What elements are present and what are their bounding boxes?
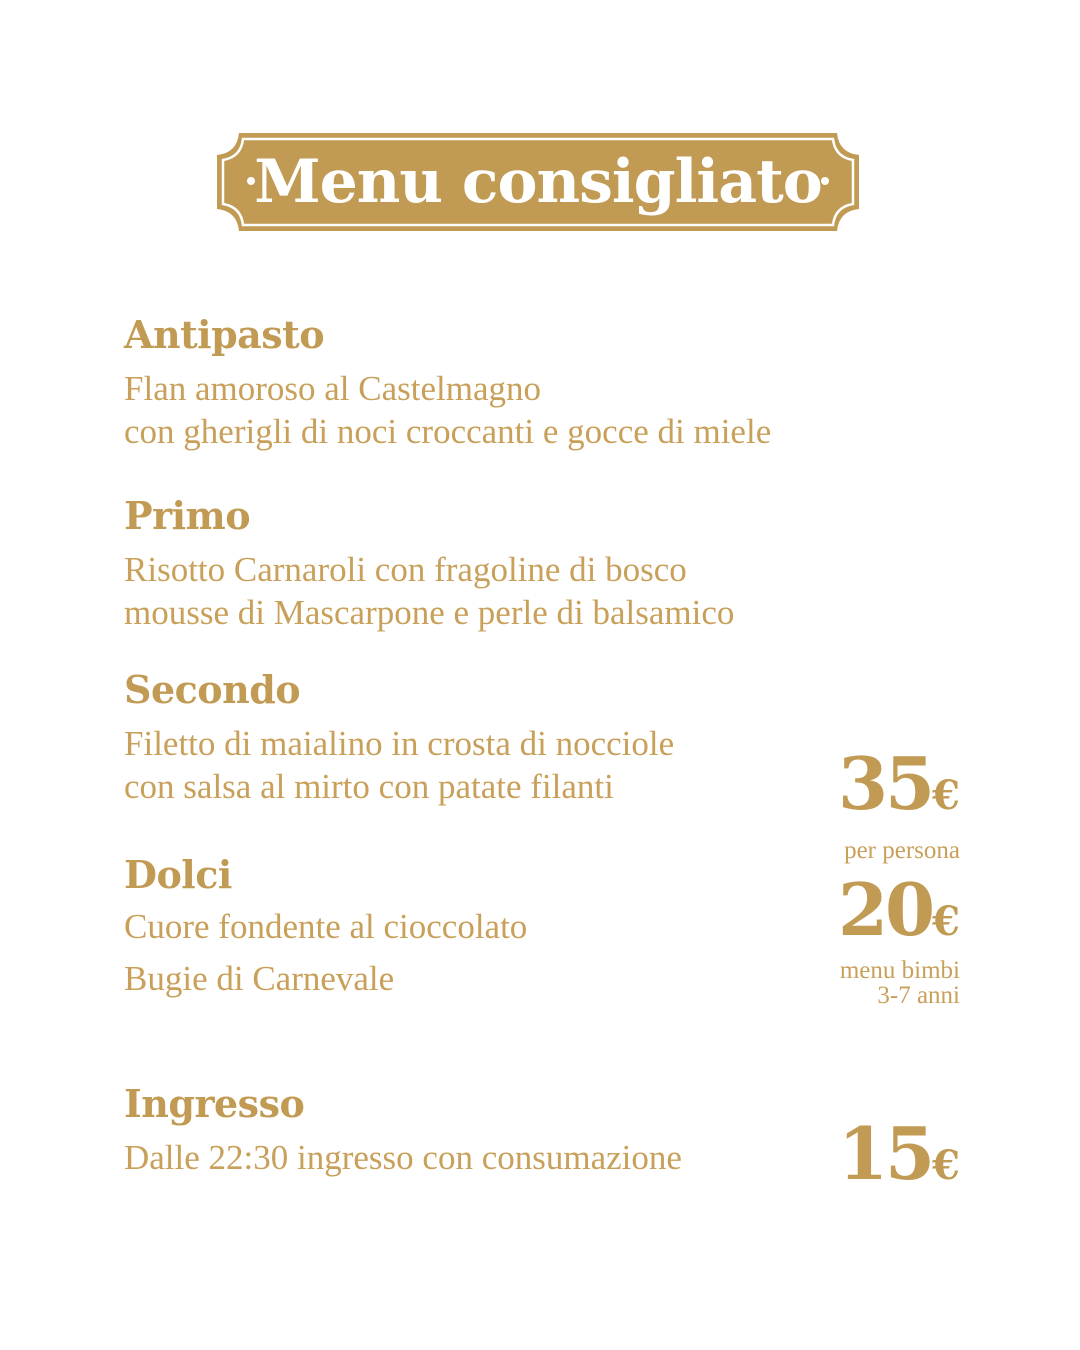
dish-line: con gherigli di noci croccanti e gocce di miele [124,412,772,451]
dish-line: Bugie di Carnevale [124,959,395,998]
dish-line: Risotto Carnaroli con fragoline di bosco [124,550,687,589]
price-adult-note: per persona [844,837,960,864]
price-kids-note: menu bimbi [839,957,960,984]
price-kids-age: 3-7 anni [877,982,960,1009]
section-antipasto [124,313,771,453]
section-title: Dolci [124,852,232,897]
section-primo [124,494,734,634]
price-adult [837,741,960,864]
dish-line: con salsa al mirto con patate filanti [124,767,614,806]
dish-line: Cuore fondente al cioccolato [124,907,528,946]
price-adult-value: 35 [837,741,933,826]
price-entry [837,1111,960,1202]
section-dolci [124,853,527,1000]
section-title: Antipasto [124,312,325,357]
page-title: Menu consigliato [254,147,822,217]
price-kids [837,867,960,1009]
title-banner [217,133,859,231]
price-kids-value: 20 [837,867,933,952]
dish-line: Flan amoroso al Castelmagno [124,369,542,408]
price-entry-amount [837,1111,960,1202]
section-title: Ingresso [124,1081,305,1126]
entry-line: Dalle 22:30 ingresso con consumazione [124,1138,682,1177]
price-kids-amount [837,867,960,958]
dish-line: mousse di Mascarpone e perle di balsamico [124,593,735,632]
price-entry-currency: € [932,1142,960,1189]
price-entry-value: 15 [837,1111,933,1196]
section-secondo [124,668,674,808]
section-ingresso [124,1082,682,1179]
section-title: Primo [124,493,251,538]
section-title: Secondo [124,667,301,712]
price-kids-currency: € [932,898,960,945]
price-adult-currency: € [932,772,960,819]
dish-line: Filetto di maialino in crosta di nocciole [124,724,675,763]
price-adult-amount [837,741,960,832]
